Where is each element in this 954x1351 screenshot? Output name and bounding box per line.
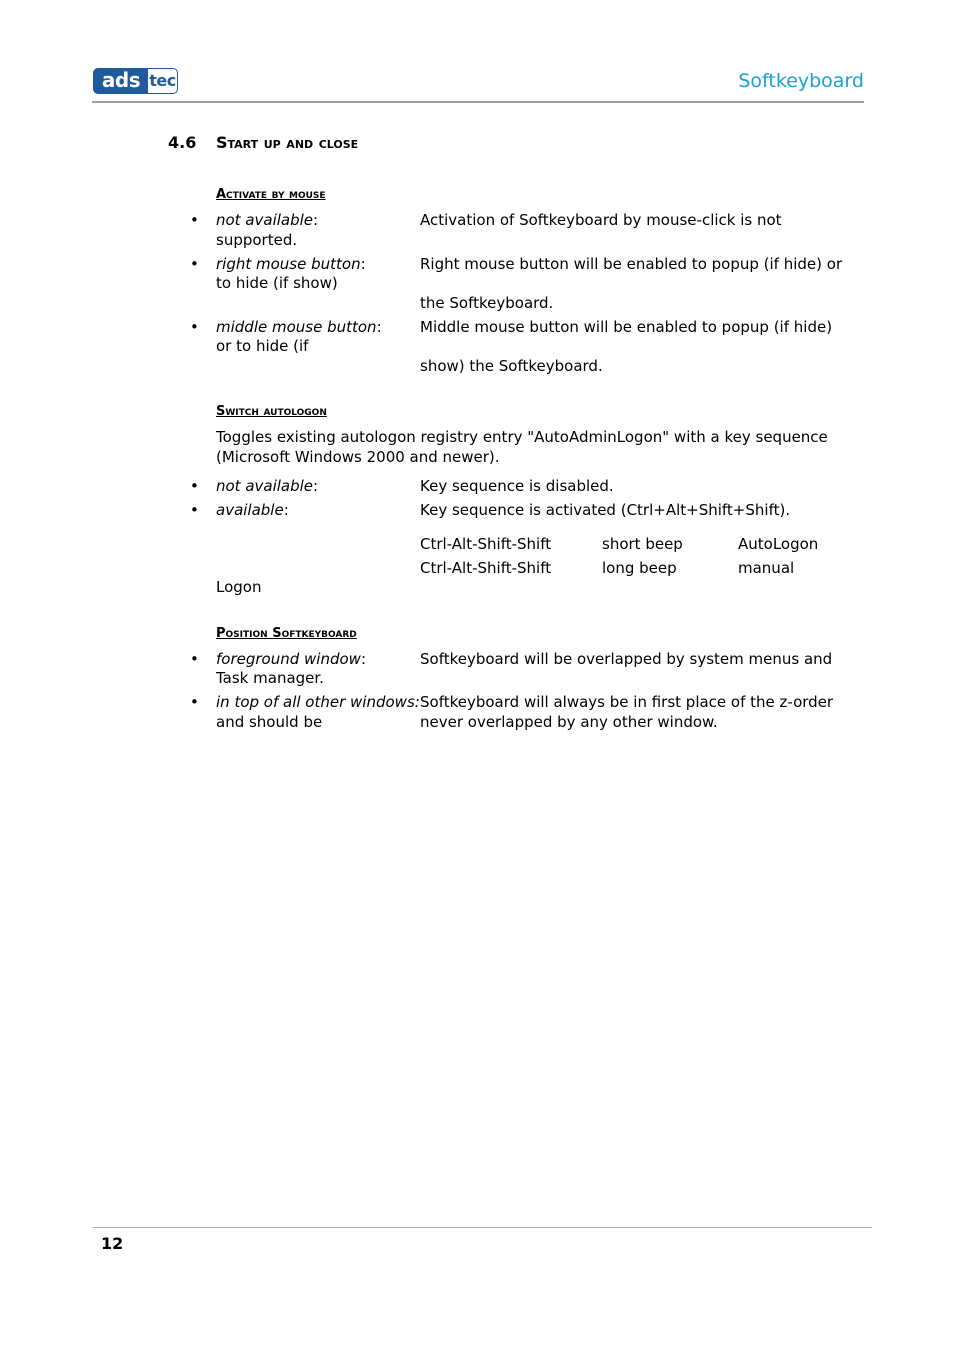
- section-title: Start up and close: [216, 133, 359, 152]
- logo-tec-part: tec: [147, 68, 178, 94]
- term-suffix: :: [360, 650, 366, 668]
- list-item-cont: and should be: [216, 713, 323, 731]
- list-item-term: [216, 255, 366, 274]
- list-item-desc: Key sequence is activated (Ctrl+Alt+Shift+Shift).: [420, 501, 791, 519]
- logo-ads-part: ads: [93, 68, 149, 94]
- page-number: 12: [101, 1234, 124, 1253]
- term-text: not available: [216, 211, 314, 229]
- paragraph-line: Toggles existing autologon registry entry "AutoAdminLogon" with a key sequence: [216, 428, 828, 446]
- list-item-term: [216, 318, 382, 337]
- list-item-cont: Task manager.: [216, 669, 324, 687]
- term-suffix: :: [283, 501, 289, 519]
- list-item-cont: to hide (if show): [216, 274, 338, 292]
- subheading-position: Position Softkeyboard: [216, 626, 357, 641]
- list-item-desc: Softkeyboard will be overlapped by system menus and: [420, 650, 833, 668]
- list-item-cont: or to hide (if: [216, 337, 309, 355]
- bullet: •: [190, 477, 199, 495]
- list-item-term: [216, 693, 420, 712]
- footer-divider: [93, 1227, 872, 1228]
- header-title: Softkeyboard: [738, 70, 864, 92]
- bullet: •: [190, 255, 199, 273]
- term-suffix: :: [376, 318, 382, 336]
- list-item-term: [216, 211, 318, 230]
- list-item-term: [216, 477, 318, 496]
- term-text: in top of all other windows:: [216, 693, 420, 711]
- adstec-logo: [93, 68, 178, 94]
- list-item-term: [216, 650, 366, 669]
- term-text: middle mouse button: [216, 318, 377, 336]
- list-item-desc-cont: show) the Softkeyboard.: [420, 357, 603, 375]
- list-item-desc-cont: never overlapped by any other window.: [420, 713, 718, 731]
- list-item-desc: Activation of Softkeyboard by mouse-click is not: [420, 211, 782, 229]
- list-item-cont: supported.: [216, 231, 298, 249]
- list-item-desc: Right mouse button will be enabled to popup (if hide) or: [420, 255, 843, 273]
- term-text: right mouse button: [216, 255, 361, 273]
- list-item-term: [216, 501, 289, 520]
- bullet: •: [190, 318, 199, 336]
- table-cell: Ctrl-Alt-Shift-Shift: [420, 559, 552, 577]
- table-cell: long beep: [602, 559, 677, 577]
- term-suffix: :: [360, 255, 366, 273]
- list-item-desc-cont: the Softkeyboard.: [420, 294, 554, 312]
- trailing-text: Logon: [216, 578, 262, 596]
- table-cell: manual: [738, 559, 795, 577]
- term-text: not available: [216, 477, 314, 495]
- bullet: •: [190, 650, 199, 668]
- term-suffix: :: [313, 477, 319, 495]
- bullet: •: [190, 693, 199, 711]
- subheading-autologon: Switch autologon: [216, 404, 327, 419]
- subheading-activate: Activate by mouse: [216, 187, 326, 202]
- section-number: 4.6: [168, 133, 197, 152]
- term-text: foreground window: [216, 650, 361, 668]
- list-item-desc: Middle mouse button will be enabled to popup (if hide): [420, 318, 833, 336]
- table-cell: AutoLogon: [738, 535, 819, 553]
- table-cell: Ctrl-Alt-Shift-Shift: [420, 535, 552, 553]
- bullet: •: [190, 211, 199, 229]
- list-item-desc: Softkeyboard will always be in first place of the z-order: [420, 693, 834, 711]
- term-text: available: [216, 501, 284, 519]
- bullet: •: [190, 501, 199, 519]
- paragraph-line: (Microsoft Windows 2000 and newer).: [216, 448, 500, 466]
- list-item-desc: Key sequence is disabled.: [420, 477, 614, 495]
- term-suffix: :: [313, 211, 319, 229]
- header-divider: [92, 101, 864, 103]
- table-cell: short beep: [602, 535, 683, 553]
